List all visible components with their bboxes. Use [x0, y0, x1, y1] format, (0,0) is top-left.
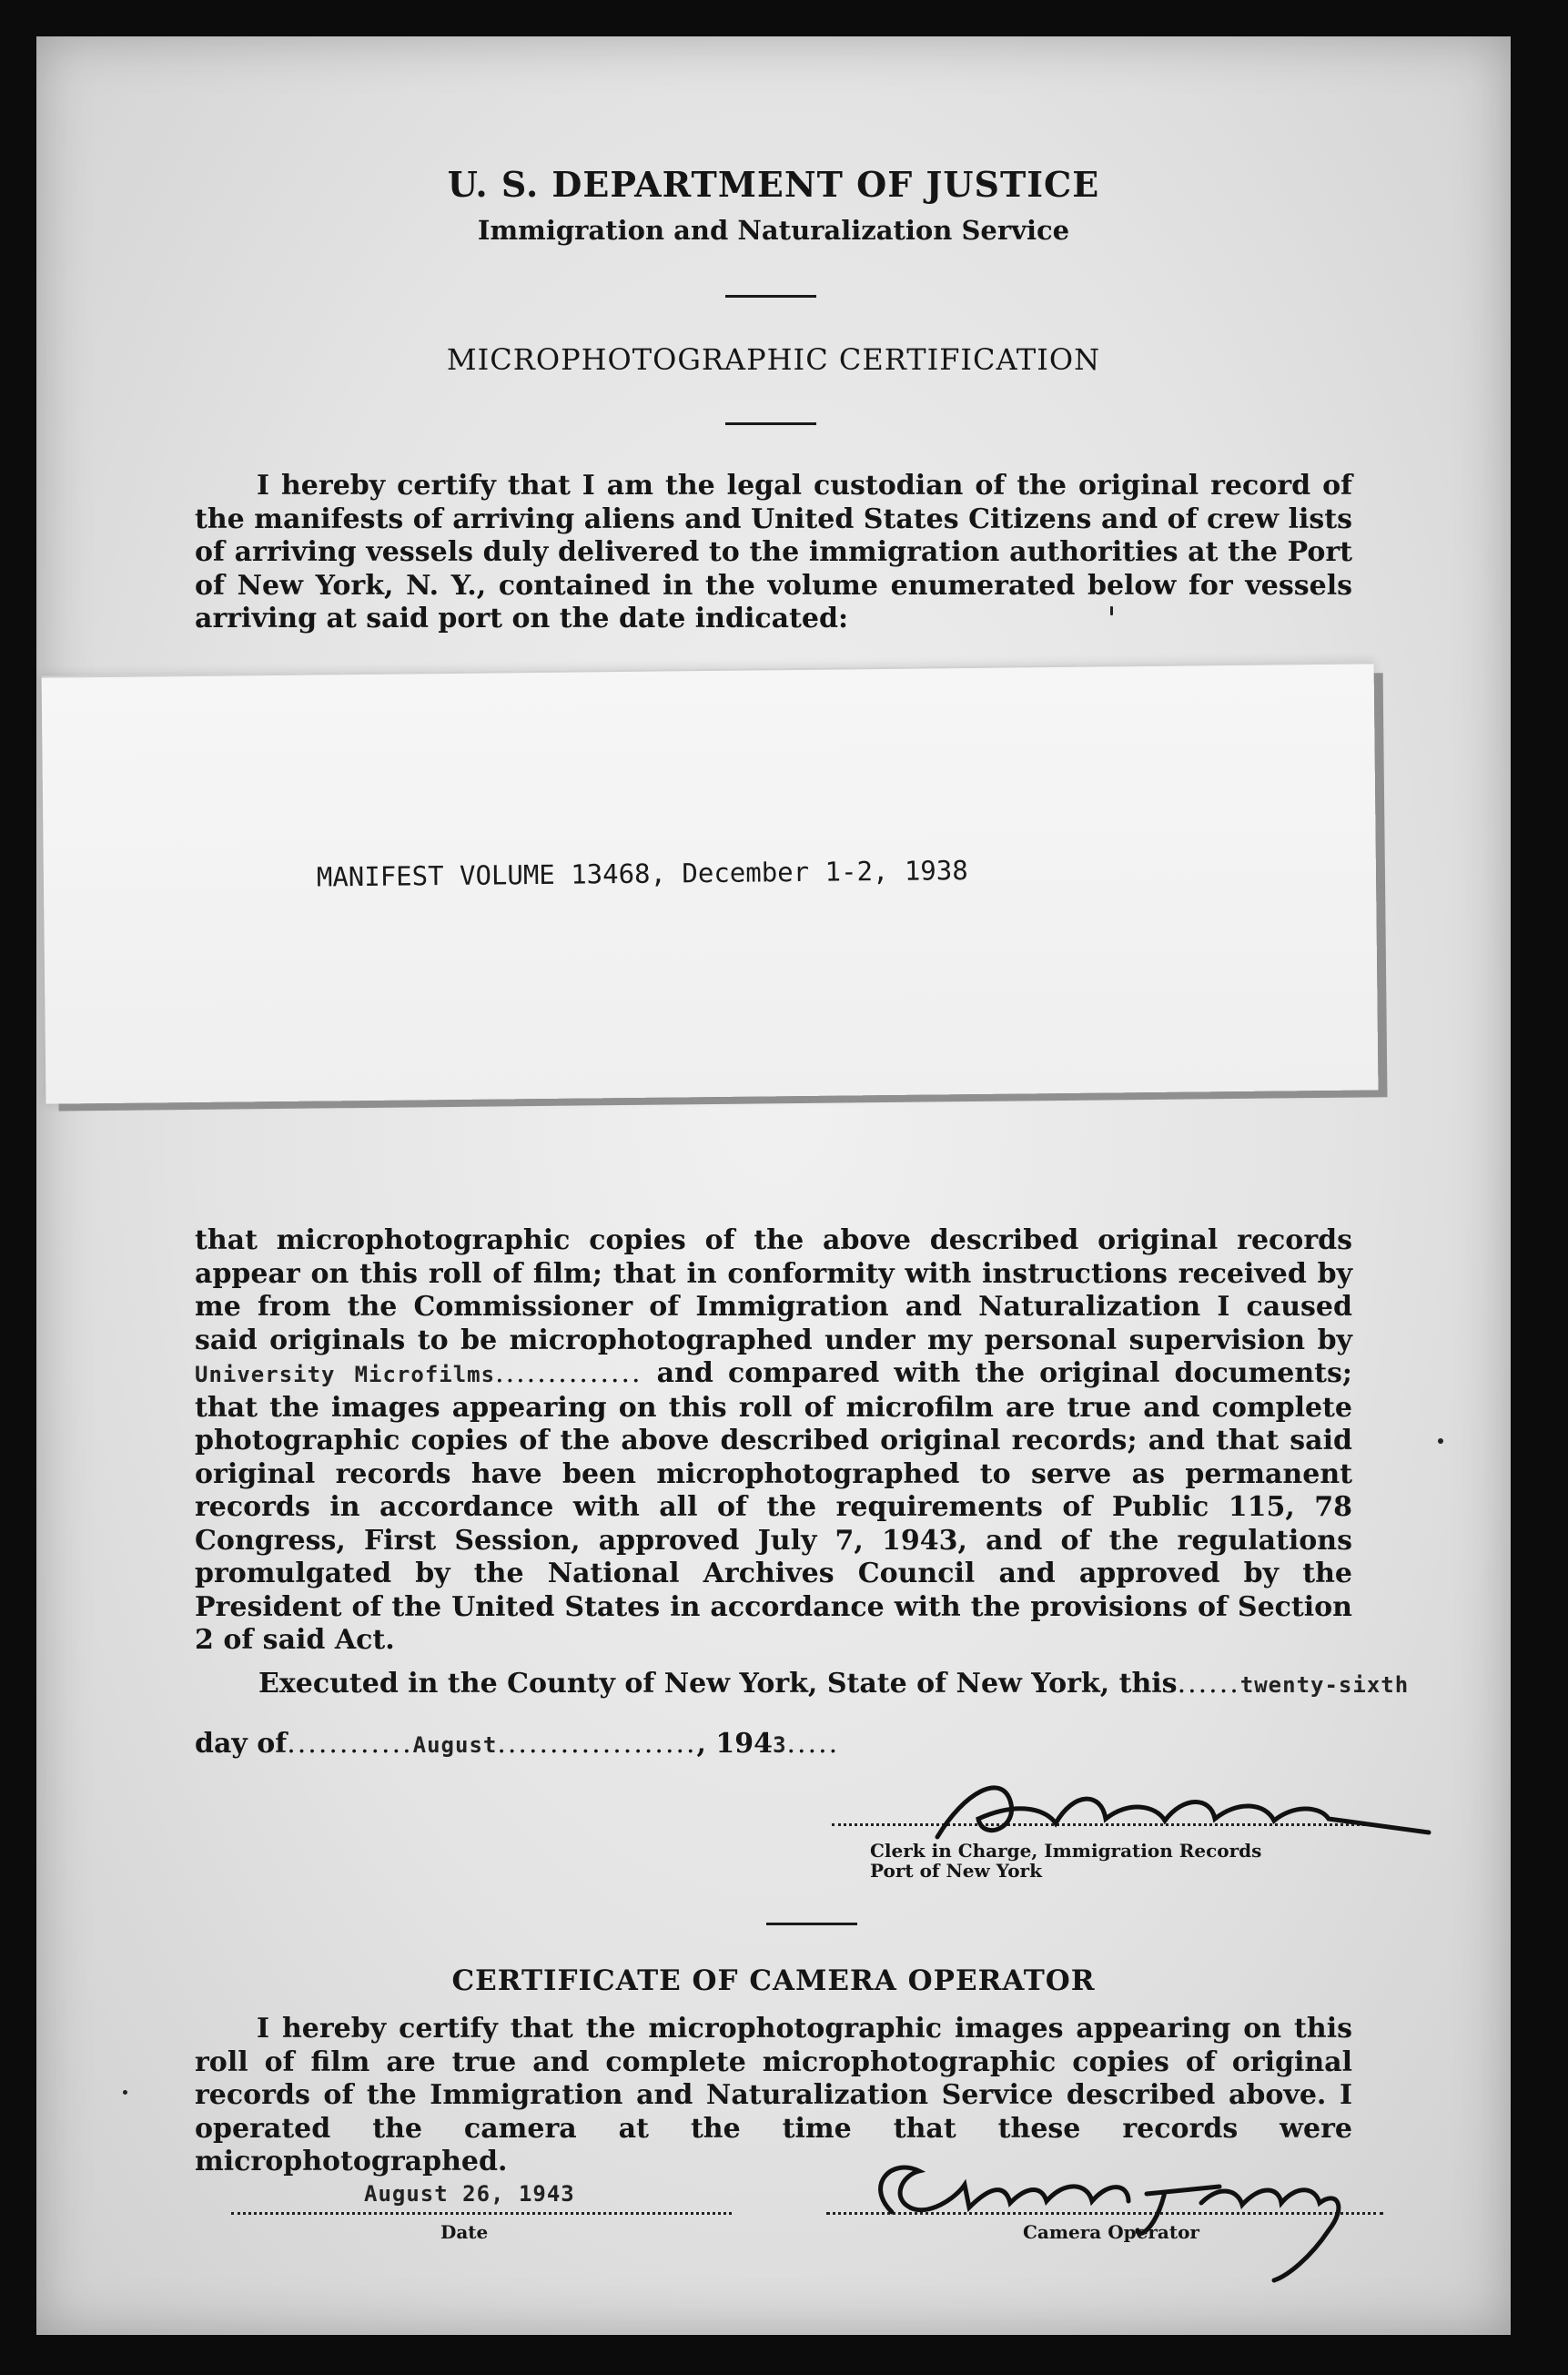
execution-line	[258, 1668, 1409, 1700]
certificate-sheet	[36, 36, 1511, 2335]
fill-dots: ............	[287, 1728, 413, 1760]
camera-operator-signature	[837, 2130, 1401, 2285]
custodian-statement: I hereby certify that I am the legal custodian of the original record of the manifests of arriving aliens and United States Citizens and of crew lists of arriving vessels duly delivered to the immigration authorities at the Port of New York, N. Y., contained in the volume enumerated below for vessels arriving at said port on the date indicated:	[195, 470, 1352, 634]
divider	[766, 1923, 857, 1925]
manifest-volume-text: MANIFEST VOLUME 13468, December 1-2, 1938	[316, 855, 968, 893]
date-label: Date	[440, 2221, 489, 2243]
date-signature-line	[231, 2212, 732, 2215]
clerk-title	[870, 1841, 1261, 1881]
supervisor-name: University Microfilms	[195, 1362, 496, 1387]
camera-operator-label: Camera Operator	[1023, 2221, 1199, 2243]
clerk-port-line: Port of New York	[870, 1860, 1042, 1882]
fill-dots: ...................	[497, 1728, 697, 1760]
dust-speck	[1438, 1438, 1443, 1444]
statement-text: and compared with the original documents; that the images appearing on this roll of microfilm are true and complete photographic copies of the above described original records; and that said original records have been microphotographed to serve as permanent records in accordance with all of the requirements of Public 115, 78 Congress, First Session, approved July 7, 1943, and of the regulations promulgated by the National Archives Council and approved by the President of the United States in accordance with the provisions of Section 2 of said Act.	[195, 1357, 1352, 1656]
camera-operator-statement: I hereby certify that the microphotographic images appearing on this roll of film are true and complete microphotographic copies of original records of the Immigration and Naturalization Service described above. I operated the camera at the time that these records were microphotographed.	[195, 2013, 1352, 2177]
execution-date-line	[195, 1728, 839, 1760]
certification-date: August 26, 1943	[364, 2181, 575, 2207]
fill-dots: ..............	[495, 1357, 642, 1389]
execution-month: August	[412, 1732, 498, 1758]
camera-certificate-title: CERTIFICATE OF CAMERA OPERATOR	[451, 1964, 1096, 1997]
year-digit: 3	[773, 1732, 787, 1758]
service-subheading: Immigration and Naturalization Service	[477, 215, 1070, 246]
fill-dots: .....	[786, 1728, 840, 1760]
divider	[725, 295, 816, 298]
department-heading: U. S. DEPARTMENT OF JUSTICE	[447, 164, 1100, 205]
year-text: , 194	[696, 1728, 774, 1760]
certification-title: MICROPHOTOGRAPHIC CERTIFICATION	[446, 342, 1101, 377]
clerk-title-line: Clerk in Charge, Immigration Records	[870, 1840, 1262, 1862]
statement-text: that microphotographic copies of the above described original records appear on this roll of film; that in conformity with instructions received by me from the Commissioner of Immigration and Naturalization I caused said originals to be microphotographed under my personal supervision by	[195, 1224, 1352, 1356]
execution-day: twenty-sixth	[1239, 1672, 1410, 1698]
record-volume-card	[42, 662, 1379, 1103]
dust-speck	[123, 2090, 127, 2095]
divider	[725, 422, 816, 425]
microfilm-statement	[195, 1224, 1352, 1658]
fill-dots: ......	[1177, 1668, 1240, 1700]
dust-speck	[1110, 606, 1113, 615]
execution-text: Executed in the County of New York, State of New York, this	[258, 1668, 1178, 1700]
day-of-text: day of	[195, 1728, 288, 1760]
